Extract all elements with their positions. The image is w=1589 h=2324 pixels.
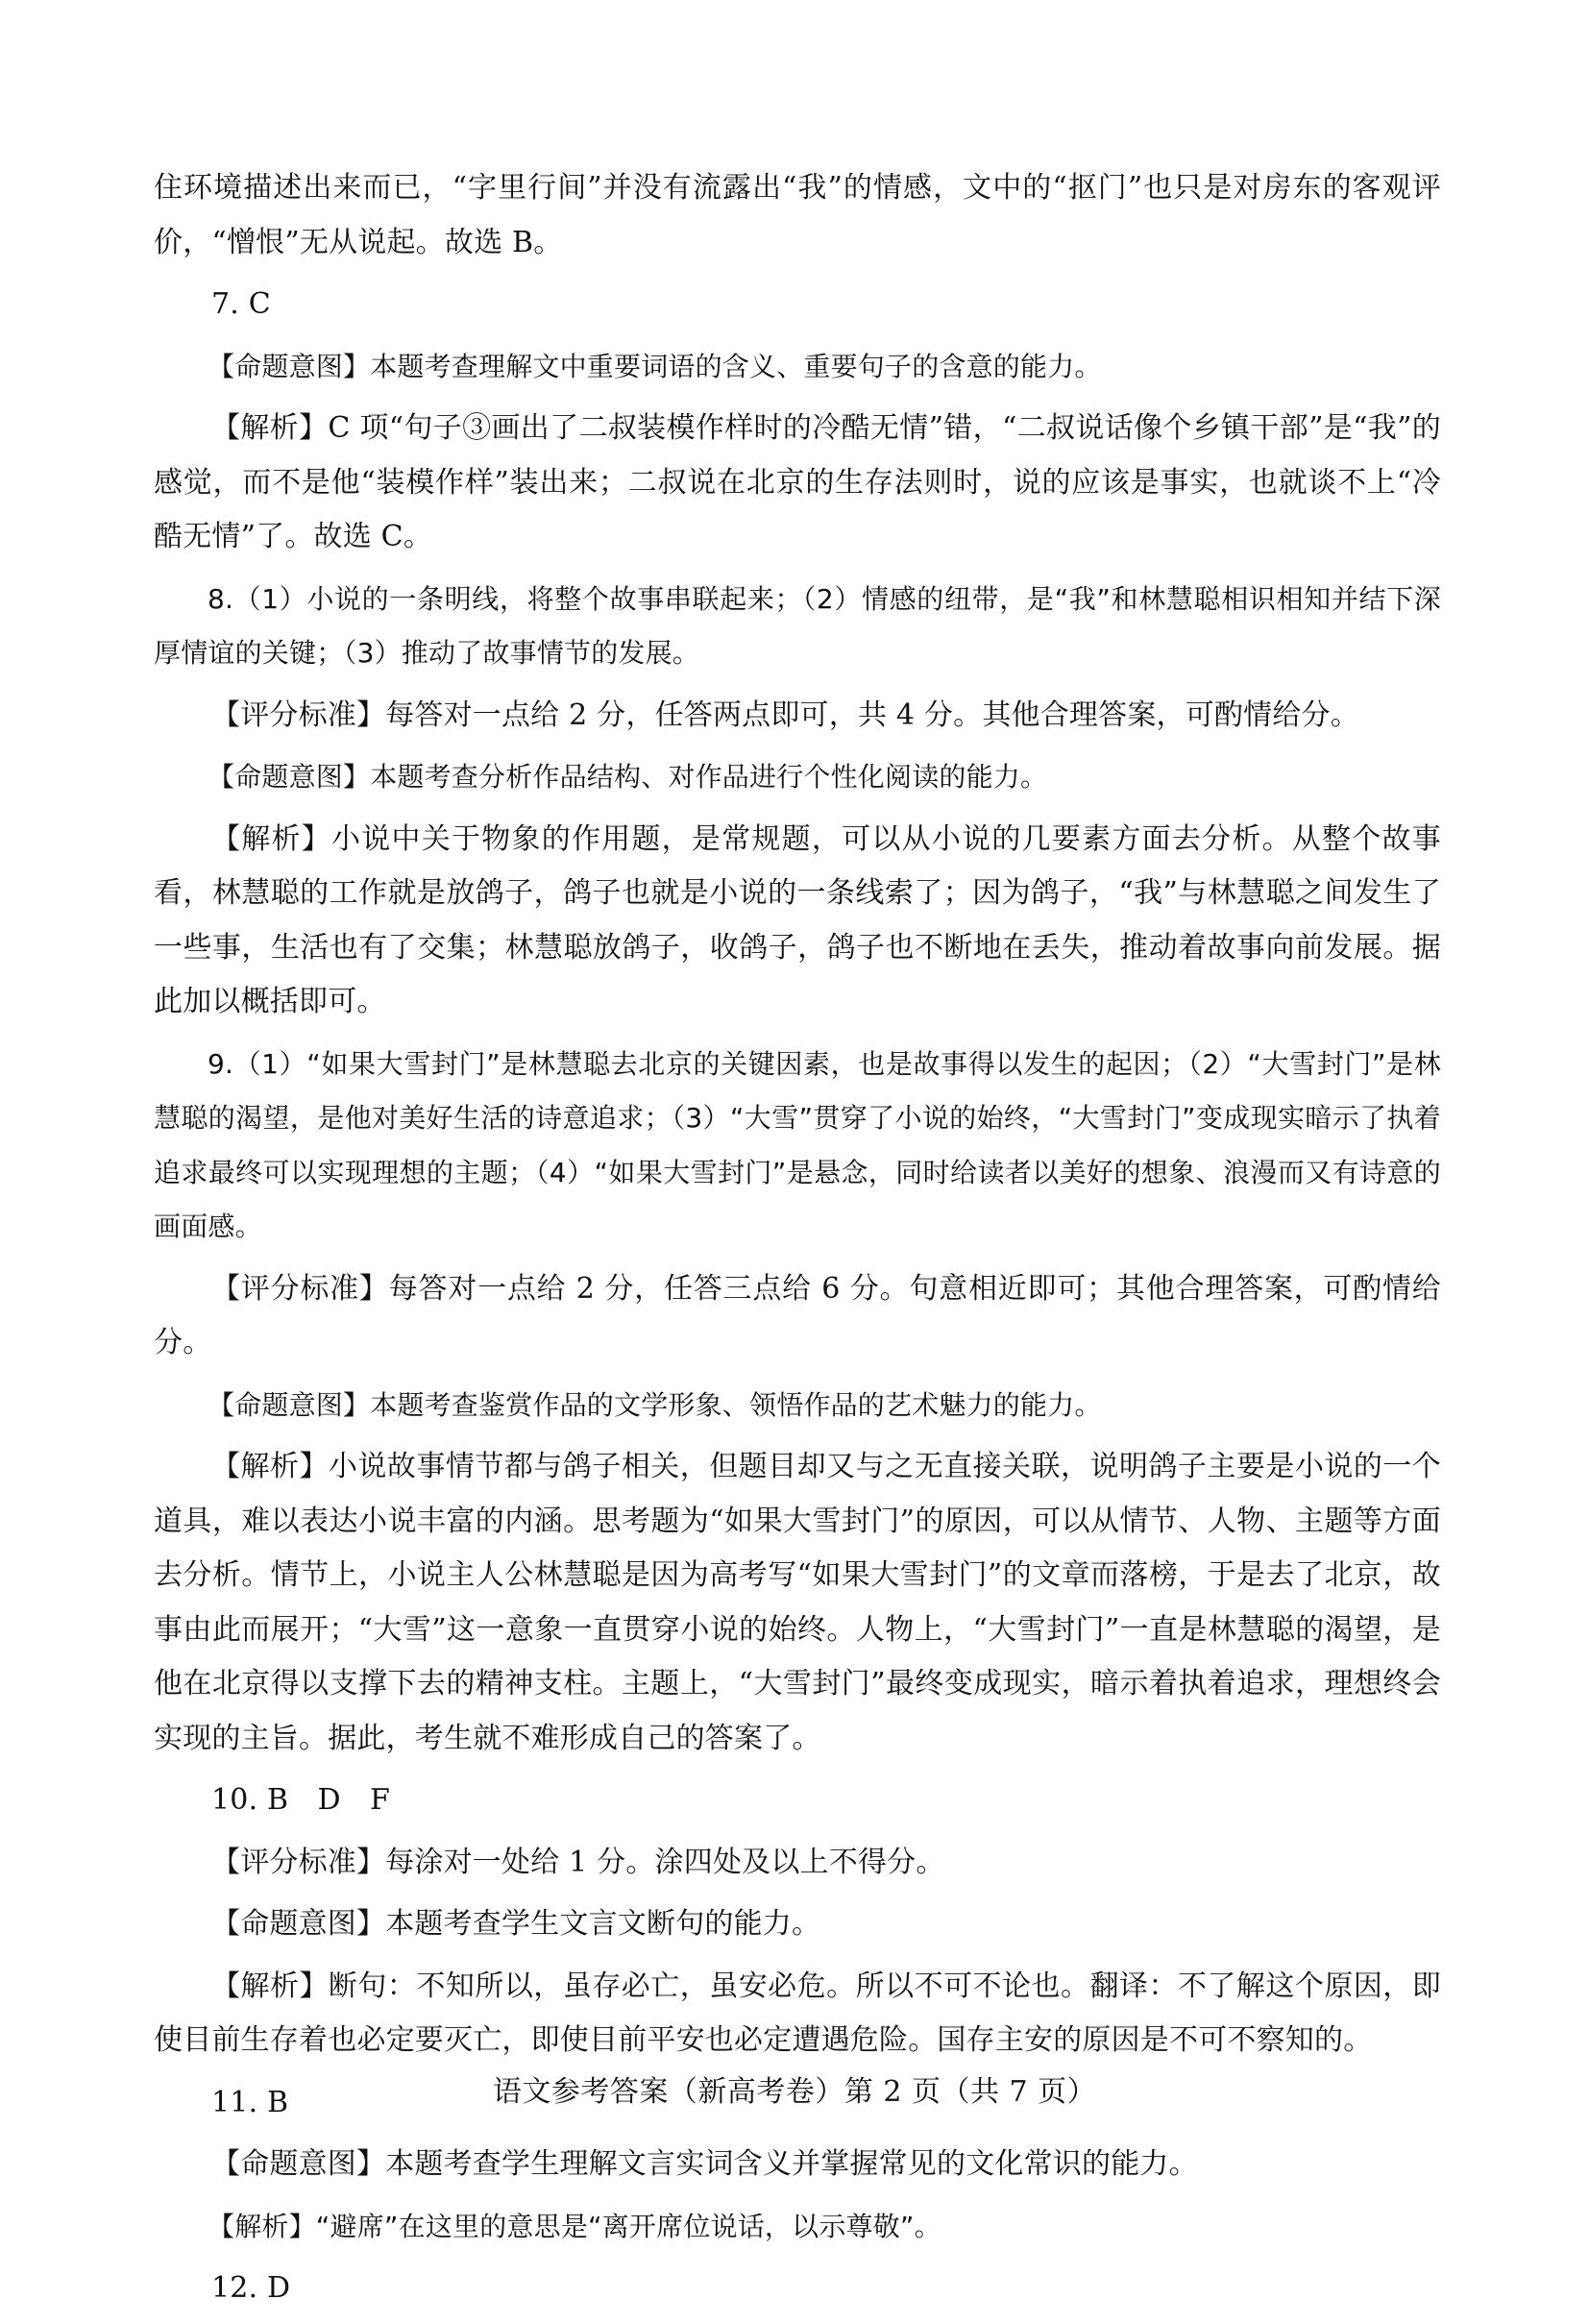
intent-q7: 【命题意图】本题考查理解文中重要词语的含义、重要句子的含意的能力。 [208,350,1102,382]
intent-q8: 【命题意图】本题考查分析作品结构、对作品进行个性化阅读的能力。 [208,761,1048,793]
analysis-q8: 【解析】小说中关于物象的作用题，是常规题，可以从小说的几要素方面去分析。从整个故事看，林慧聪的工作就是放鸽子，鸽子也就是小说的一条线索了；因为鸽子，“我”与林慧聪之间发生了一些事，生活也有了交集；林慧聪放鸽子，收鸽子，鸽子也不断地在丢失，推动着故事向前发展。据此加以概括即可。 [154,821,1441,1018]
answer-q12: 12. D [211,2271,291,2305]
scoring-q8: 【评分标准】每答对一点给 2 分，任答两点即可，共 4 分。其他合理答案，可酌情给分。 [211,697,1359,732]
scoring-q10: 【评分标准】每涂对一处给 1 分。涂四处及以上不得分。 [211,1845,945,1879]
answer-q11: 11. B [211,2085,289,2119]
paragraph-q6-continuation: 住环境描述出来而已，“字里行间”并没有流露出“我”的情感，文中的“抠门”也只是对房东的客观评价，“憎恨”无从说起。故选 B。 [154,171,1441,259]
analysis-q7: 【解析】C 项“句子③画出了二叔装模作样时的冷酷无情”错，“二叔说话像个乡镇干部”是“我”的感觉，而不是他“装模作样”装出来；二叔说在北京的生存法则时，说的应该是事实，也就谈不上“冷酷无情”了。故选 C。 [154,411,1441,553]
page-footer: 语文参考答案（新高考卷）第 2 页（共 7 页） [492,2075,1097,2109]
analysis-q9: 【解析】小说故事情节都与鸽子相关，但题目却又与之无直接关联，说明鸽子主要是小说的一个道具，难以表达小说丰富的内涵。思考题为“如果大雪封门”的原因，可以从情节、人物、主题等方面去分析。情节上，小说主人公林慧聪是因为高考写“如果大雪封门”的文章而落榜，于是去了北京，故事由此而展开；“大雪”这一意象一直贯穿小说的始终。人物上，“大雪封门”一直是林慧聪的渴望，是他在北京得以支撑下去的精神支柱。主题上，“大雪封门”最终变成现实，暗示着执着追求，理想终会实现的主旨。据此，考生就不难形成自己的答案了。 [154,1450,1441,1755]
answer-q10: 10. B D F [211,1783,390,1817]
analysis-q10: 【解析】断句：不知所以，虽存必亡，虽安必危。所以不可不论也。翻译：不了解这个原因，即使目前生存着也必定要灭亡，即使目前平安也必定遭遇危险。国存主安的原因是不可不察知的。 [154,1969,1441,2057]
intent-q11: 【命题意图】本题考查学生理解文言实词含义并掌握常见的文化常识的能力。 [211,2147,1198,2181]
answer-q9: 9.（1）“如果大雪封门”是林慧聪去北京的关键因素，也是故事得以发生的起因；（2）“大雪封门”是林慧聪的渴望，是他对美好生活的诗意追求；（3）“大雪”贯穿了小说的始终，“大雪封门”变成现实暗示了执着追求最终可以实现理想的主题；（4）“如果大雪封门”是悬念，同时给读者以美好的想象、浪漫而又有诗意的画面感。 [154,1047,1441,1242]
answer-q8: 8.（1）小说的一条明线，将整个故事串联起来；（2）情感的纽带，是“我”和林慧聪相识相知并结下深厚情谊的关键；（3）推动了故事情节的发展。 [154,582,1441,669]
scoring-q9: 【评分标准】每答对一点给 2 分，任答三点给 6 分。句意相近即可；其他合理答案，可酌情给分。 [154,1271,1441,1359]
intent-q10: 【命题意图】本题考查学生文言文断句的能力。 [211,1907,821,1941]
intent-q9: 【命题意图】本题考查鉴赏作品的文学形象、领悟作品的艺术魅力的能力。 [208,1388,1102,1421]
analysis-q11: 【解析】“避席”在这里的意思是“离开席位说话，以示尊敬”。 [208,2210,941,2242]
answer-q7: 7. C [211,287,271,321]
answer-content [154,161,1441,2324]
